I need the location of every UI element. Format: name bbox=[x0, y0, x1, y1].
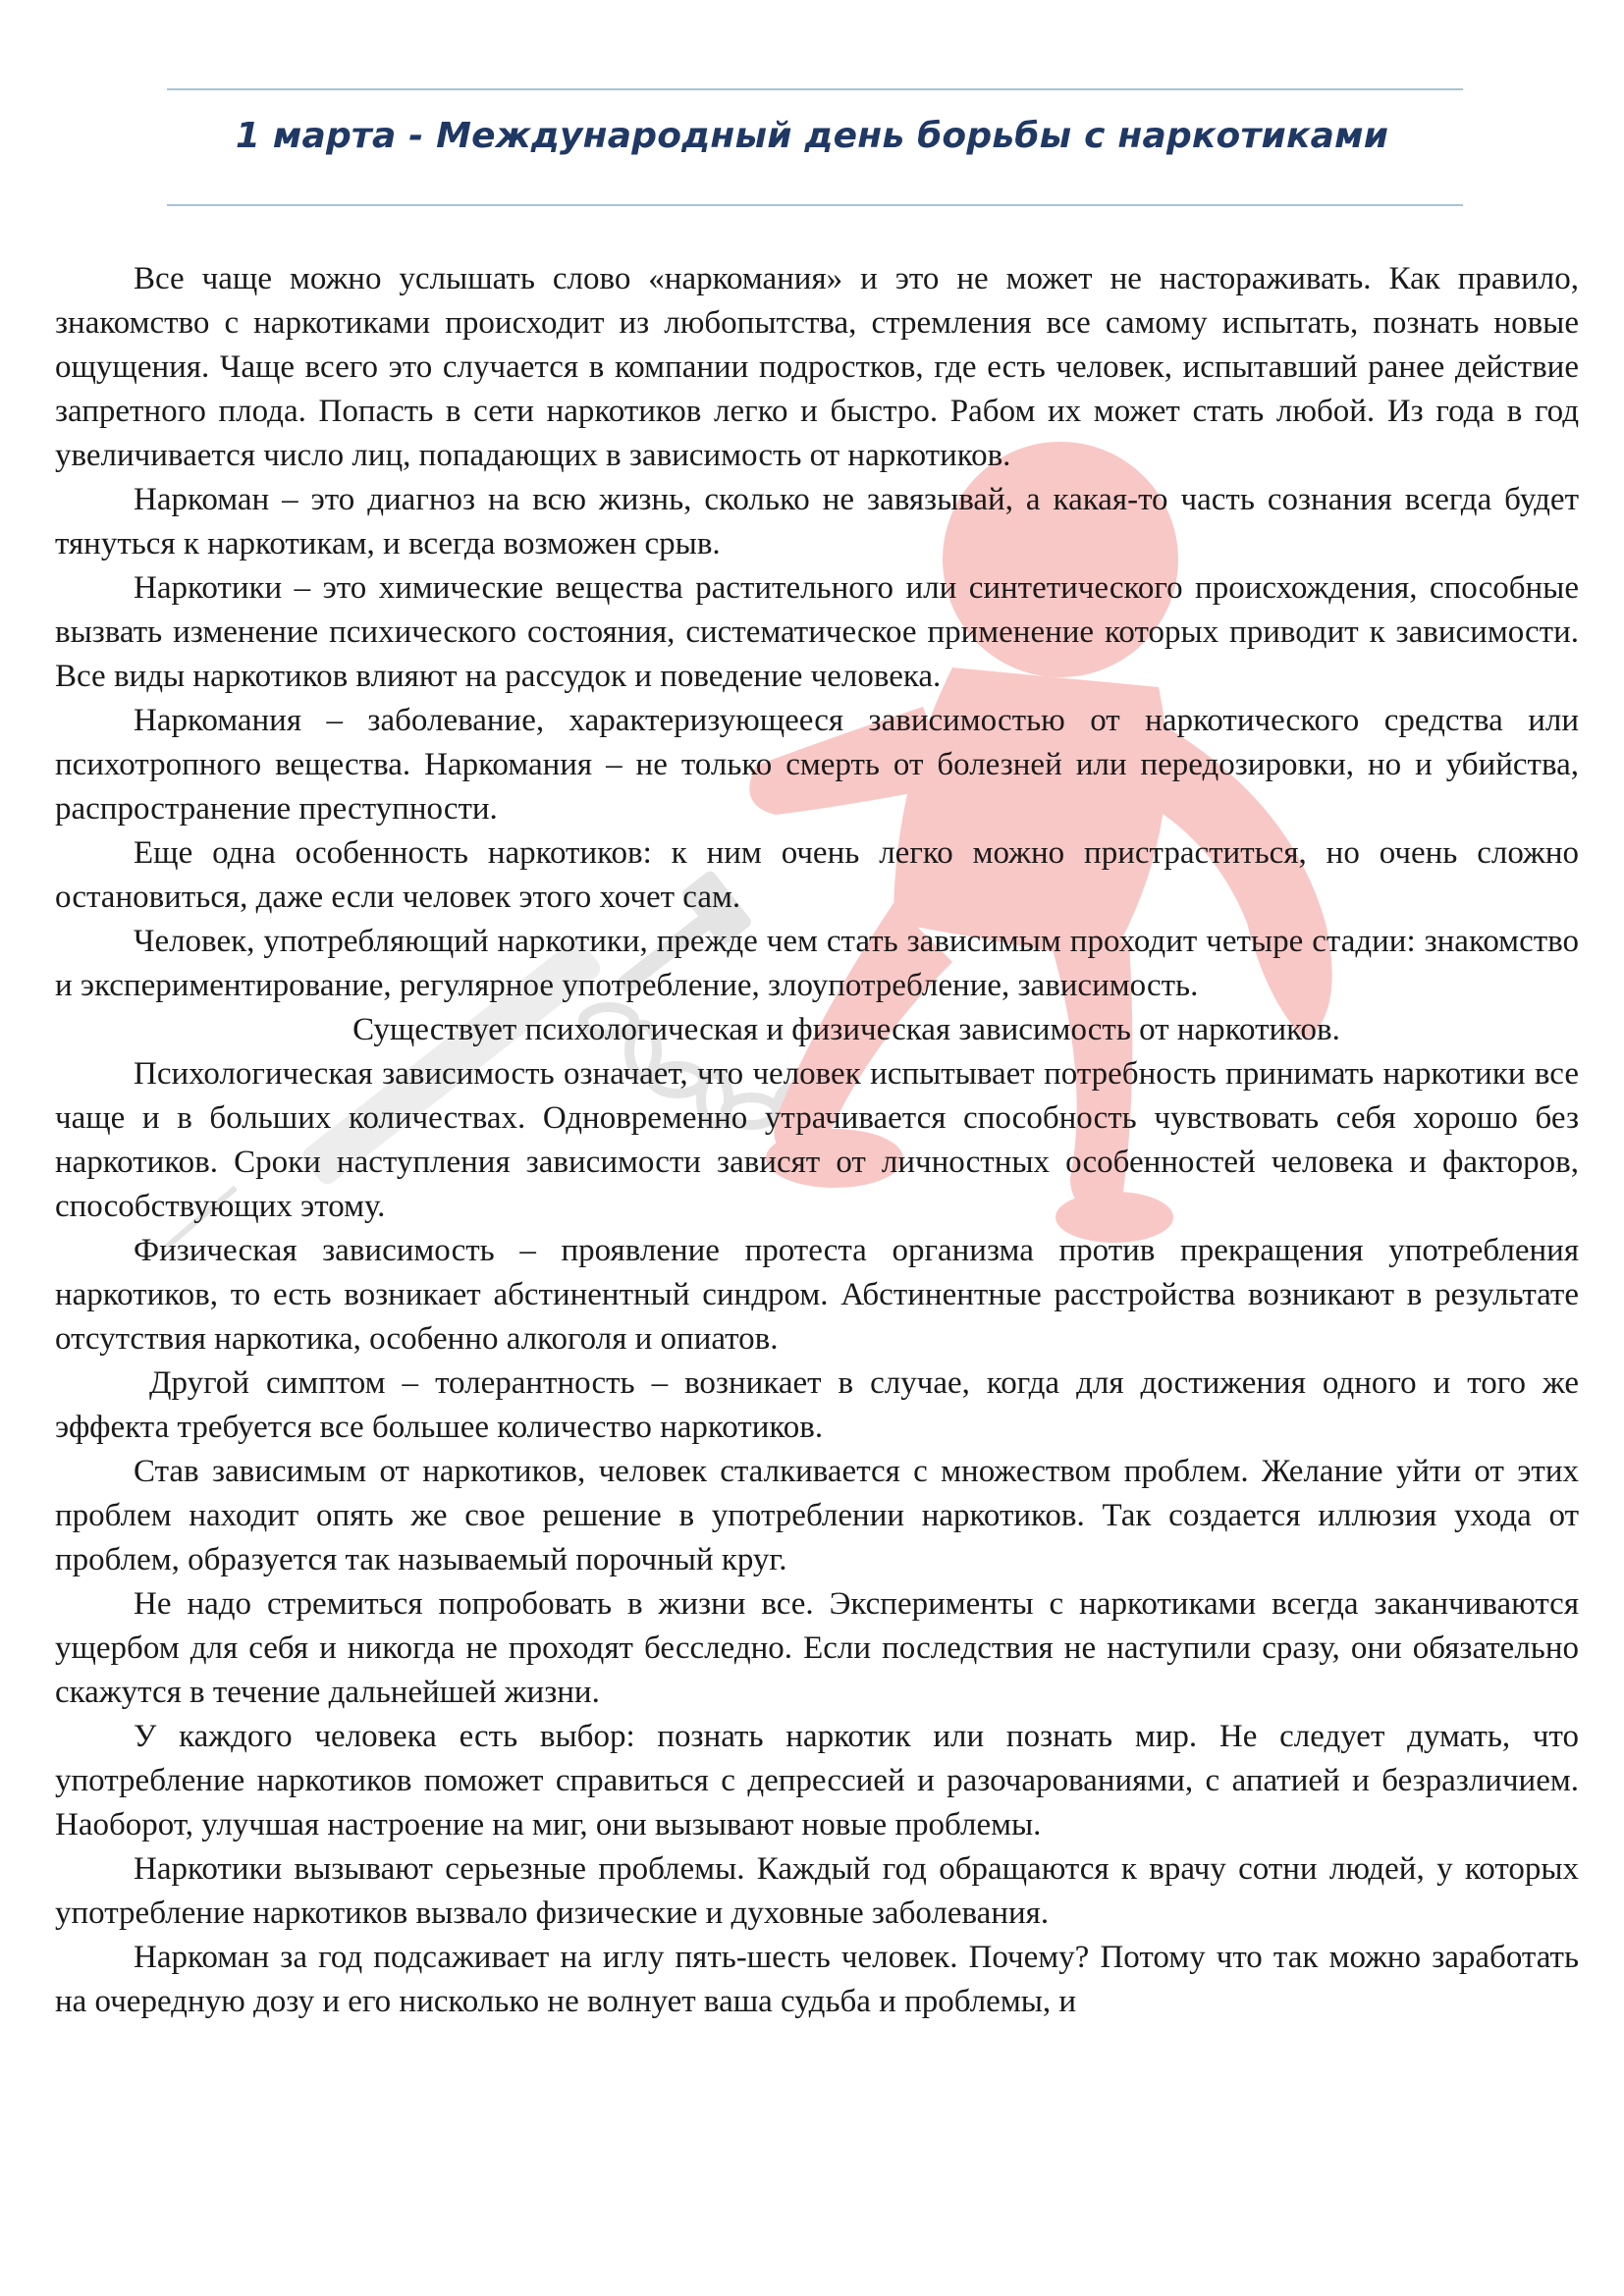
paragraph-centered: Существует психологическая и физическая зависимость от наркотиков. bbox=[352, 1012, 1340, 1047]
paragraph: Наркомания – заболевание, характеризующееся зависимостью от наркотического средства или психотропного вещества. Наркомания – не только смерть от болезней или передозировки, но и убийства, распространение преступности. bbox=[55, 703, 1579, 827]
paragraph: Другой симптом – толерантность – возникает в случае, когда для достижения одного и того же эффекта требуется все большее количество наркотиков. bbox=[55, 1365, 1579, 1445]
paragraph: Психологическая зависимость означает, что человек испытывает потребность принимать наркотики все чаще и в больших количествах. Одновременно утрачивается способность чувствовать себя хорошо без наркотиков. Сроки наступления зависимости зависят от личностных особенностей человека и факторов, способствующих этому. bbox=[55, 1056, 1579, 1224]
paragraph: Наркотики вызывают серьезные проблемы. Каждый год обращаются к врачу сотни людей, у которых употребление наркотиков вызвало физические и духовные заболевания. bbox=[55, 1851, 1579, 1931]
article-body bbox=[55, 257, 1579, 2024]
page-title: 1 марта - Международный день борьбы с наркотиками bbox=[235, 116, 1389, 156]
paragraph: У каждого человека есть выбор: познать наркотик или познать мир. Не следует думать, что употребление наркотиков поможет справиться с депрессией и разочарованиями, с апатией и безразличием. Наоборот, улучшая настроение на миг, они вызывают новые проблемы. bbox=[55, 1719, 1579, 1842]
paragraph: Физическая зависимость – проявление протеста организма против прекращения употребления наркотиков, то есть возникает абстинентный синдром. Абстинентные расстройства возникают в результате отсутствия наркотика, особенно алкоголя и опиатов. bbox=[55, 1233, 1579, 1357]
paragraph: Человек, употребляющий наркотики, прежде чем стать зависимым проходит четыре стадии: знакомство и экспериментирование, регулярное употребление, злоупотребление, зависимость. bbox=[55, 924, 1579, 1003]
title-top-rule bbox=[167, 88, 1463, 90]
paragraph: Наркотики – это химические вещества растительного или синтетического происхождения, способные вызвать изменение психического состояния, систематическое применение которых приводит к зависимости. Все виды наркотиков влияют на рассудок и поведение человека. bbox=[55, 570, 1579, 694]
paragraph: Наркоман – это диагноз на всю жизнь, сколько не завязывай, а какая-то часть сознания всегда будет тянуться к наркотикам, и всегда возможен срыв. bbox=[55, 482, 1579, 561]
paragraph: Не надо стремиться попробовать в жизни все. Эксперименты с наркотиками всегда заканчиваются ущербом для себя и никогда не проходят бесследно. Если последствия не наступили сразу, они обязательно скажутся в течение дальнейшей жизни. bbox=[55, 1586, 1579, 1710]
paragraph: Став зависимым от наркотиков, человек сталкивается с множеством проблем. Желание уйти от этих проблем находит опять же свое решение в употреблении наркотиков. Так создается иллюзия ухода от проблем, образуется так называемый порочный круг. bbox=[55, 1454, 1579, 1577]
paragraph: Все чаще можно услышать слово «наркомания» и это не может не настораживать. Как правило, знакомство с наркотиками происходит из любопытства, стремления все самому испытать, познать новые ощущения. Чаще всего это случается в компании подростков, где есть человек, испытавший ранее действие запретного плода. Попасть в сети наркотиков легко и быстро. Рабом их может стать любой. Из года в год увеличивается число лиц, попадающих в зависимость от наркотиков. bbox=[55, 261, 1579, 473]
paragraph: Наркоман за год подсаживает на иглу пять-шесть человек. Почему? Потому что так можно заработать на очередную дозу и его нисколько не волнует ваша судьба и проблемы, и bbox=[55, 1940, 1579, 2019]
paragraph: Еще одна особенность наркотиков: к ним очень легко можно пристраститься, но очень сложно остановиться, даже если человек этого хочет сам. bbox=[55, 835, 1579, 915]
title-bottom-rule bbox=[167, 204, 1463, 206]
